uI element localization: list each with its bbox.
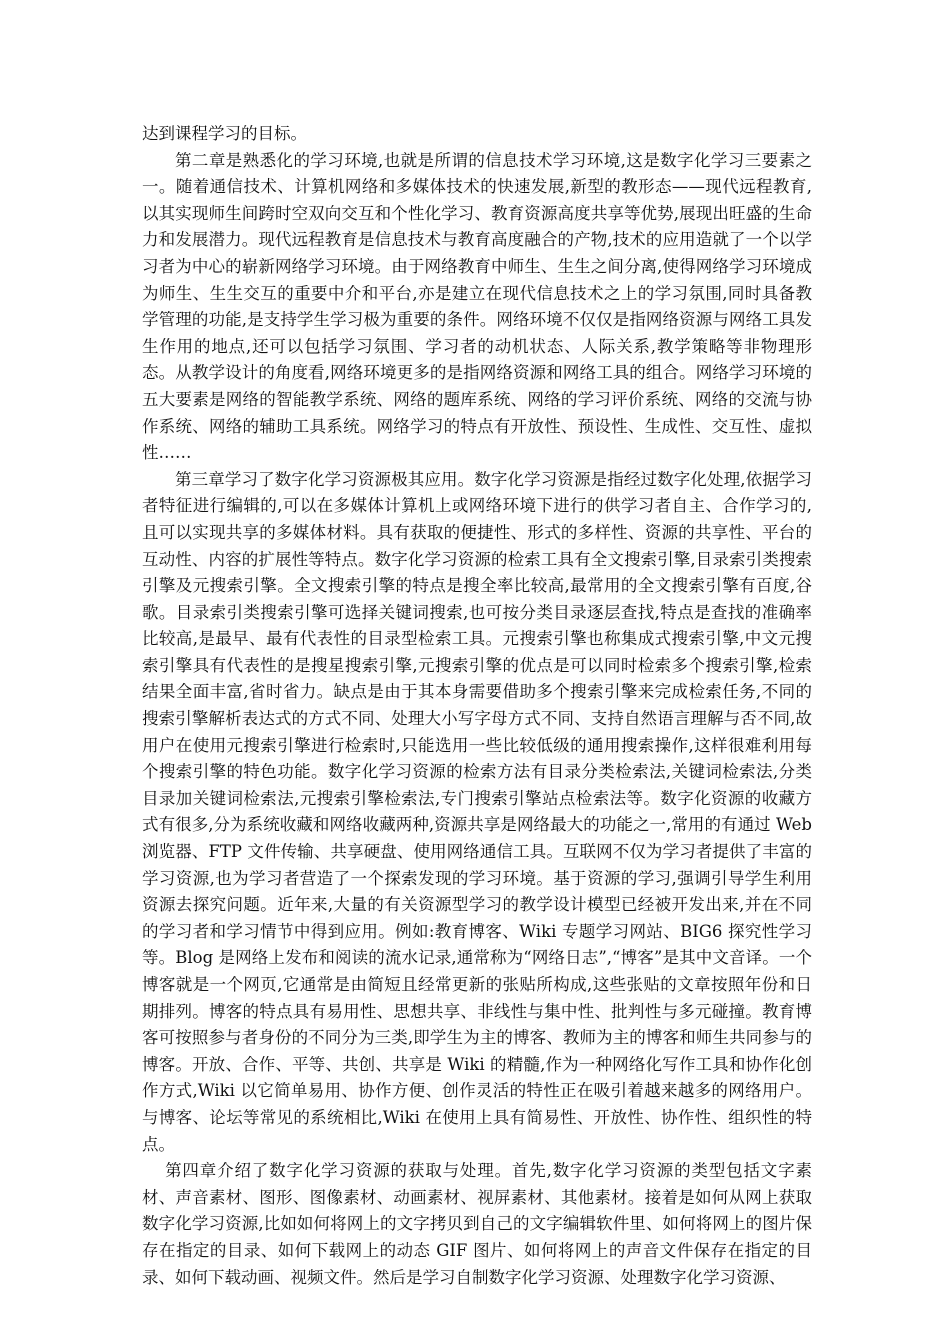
- paragraph-continuation: 达到课程学习的目标。: [142, 124, 307, 143]
- document-page: [142, 121, 812, 1291]
- paragraph-chapter-2: 第二章是熟悉化的学习环境,也就是所谓的信息技术学习环境,这是数字化学习三要素之一。随着通信技术、计算机网络和多媒体技术的快速发展,新型的教形态——现代远程教育,以其实现师生间跨时空双向交互和个性化学习、教育资源高度共享等优势,展现出旺盛的生命力和发展潜力。现代远程教育是信息技术与教育高度融合的产物,技术的应用造就了一个以学习者为中心的崭新网络学习环境。由于网络教育中师生、生生之间分离,使得网络学习环境成为师生、生生交互的重要中介和平台,亦是建立在现代信息技术之上的学习氛围,同时具备教学管理的功能,是支持学生学习极为重要的条件。网络环境不仅仅是指网络资源与网络工具发生作用的地点,还可以包括学习氛围、学习者的动机状态、人际关系,教学策略等非物理形态。从教学设计的角度看,网络环境更多的是指网络资源和网络工具的组合。网络学习环境的五大要素是网络的智能教学系统、网络的题库系统、网络的学习评价系统、网络的交流与协作系统、网络的辅助工具系统。网络学习的特点有开放性、预设性、生成性、交互性、虚拟性……: [142, 150, 812, 463]
- paragraph-chapter-3: 第三章学习了数字化学习资源极其应用。数字化学习资源是指经过数字化处理,依据学习者特征进行编辑的,可以在多媒体计算机上或网络环境下进行的供学习者自主、合作学习的,且可以实现共享的多媒体材料。具有获取的便捷性、形式的多样性、资源的共享性、平台的互动性、内容的扩展性等特点。数字化学习资源的检索工具有全文搜索引擎,目录索引类搜索引擎及元搜索引擎。全文搜索引擎的特点是搜全率比较高,最常用的全文搜索引擎有百度,谷歌。目录索引类搜索引擎可选择关键词搜索,也可按分类目录逐层查找,特点是查找的准确率比较高,是最早、最有代表性的目录型检索工具。元搜索引擎也称集成式搜索引擎,中文元搜索引擎具有代表性的是搜星搜索引擎,元搜索引擎的优点是可以同时检索多个搜索引擎,检索结果全面丰富,省时省力。缺点是由于其本身需要借助多个搜索引擎来完成检索任务,不同的搜索引擎解析表达式的方式不同、处理大小写字母方式不同、支持自然语言理解与否不同,故用户在使用元搜索引擎进行检索时,只能选用一些比较低级的通用搜索操作,这样很难利用每个搜索引擎的特色功能。数字化学习资源的检索方法有目录分类检索法,关键词检索法,分类目录加关键词检索法,元搜索引擎检索法,专门搜索引擎站点检索法等。数字化资源的收藏方式有很多,分为系统收藏和网络收藏两种,资源共享是网络最大的功能之一,常用的有通过 Web 浏览器、FTP 文件传输、共享硬盘、使用网络通信工具。互联网不仅为学习者提供了丰富的学习资源,也为学习者营造了一个探索发现的学习环境。基于资源的学习,强调引导学生利用资源去探究问题。近年来,大量的有关资源型学习的教学设计模型已经被开发出来,并在不同的学习者和学习情节中得到应用。例如:教育博客、Wiki 专题学习网站、BIG6 探究性学习等。Blog 是网络上发布和阅读的流水记录,通常称为“网络日志”,“博客”是其中文音译。一个博客就是一个网页,它通常是由简短且经常更新的张贴所构成,这些张贴的文章按照年份和日期排列。博客的特点具有易用性、思想共享、非线性与集中性、批判性与多元碰撞。教育博客可按照参与者身份的不同分为三类,即学生为主的博客、教师为主的博客和师生共同参与的博客。开放、合作、平等、共创、共享是 Wiki 的精髓,作为一种网络化写作工具和协作化创作方式,Wiki 以它简单易用、协作方便、创作灵活的特性正在吸引着越来越多的网络用户。与博客、论坛等常见的系统相比,Wiki 在使用上具有简易性、开放性、协作性、组织性的特点。: [142, 469, 812, 1154]
- paragraph-chapter-4: 第四章介绍了数字化学习资源的获取与处理。首先,数字化学习资源的类型包括文字素材、声音素材、图形、图像素材、动画素材、视屏素材、其他素材。接着是如何从网上获取数字化学习资源,比如如何将网上的文字拷贝到自己的文字编辑软件里、如何将网上的图片保存在指定的目录、如何下载网上的动态 GIF 图片、如何将网上的声音文件保存在指定的目录、如何下载动画、视频文件。然后是学习自制数字化学习资源、处理数字化学习资源、: [142, 1161, 812, 1287]
